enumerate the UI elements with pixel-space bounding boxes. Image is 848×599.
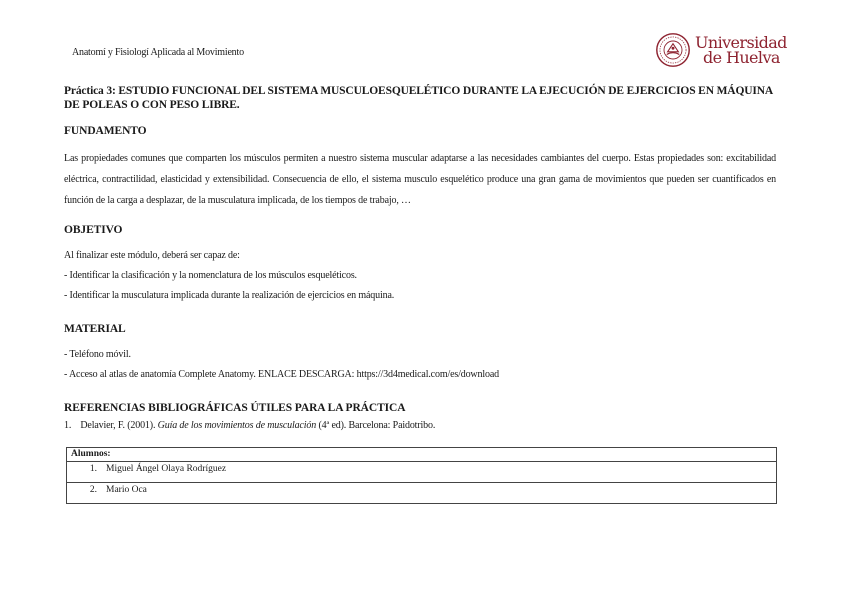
student-number: 2. bbox=[89, 485, 97, 495]
logo-line-1: Universidad bbox=[695, 33, 787, 52]
university-seal-icon bbox=[655, 32, 691, 68]
practice-title bbox=[64, 84, 776, 112]
students-table-header bbox=[67, 448, 777, 462]
logo-line-2: de Huelva bbox=[703, 48, 780, 67]
fundamento-paragraph: Las propiedades comunes que comparten los músculos permiten a nuestro sistema muscular adaptarse a las necesidades cambiantes del cuerpo. Estas propiedades son: excitabilidad eléctrica, contractilidad, elasticidad y extensibilidad. Consecuencia de ello, el sistema musculo esquelético produce una gran gama de movimientos que pueden ser cuantificados en función de la carga a desplazar, de la musculatura implicada, de los tiempos de trabajo, … bbox=[64, 153, 776, 206]
reference-item bbox=[64, 420, 435, 431]
reference-author: Delavier, F. (2001). bbox=[80, 420, 156, 431]
objetivo-list bbox=[64, 246, 394, 306]
university-logo bbox=[655, 30, 787, 70]
objetivo-line: - Identificar la clasificación y la nomenclatura de los músculos esqueléticos. bbox=[64, 270, 357, 281]
material-line: - Teléfono móvil. bbox=[64, 349, 131, 360]
table-row bbox=[67, 462, 777, 483]
section-heading-referencias: REFERENCIAS BIBLIOGRÁFICAS ÚTILES PARA LA PRÁCTICA bbox=[64, 402, 406, 414]
header-subject: Anatomí y Fisiologí Aplicada al Movimiento bbox=[72, 47, 244, 58]
students-table bbox=[66, 447, 777, 504]
section-heading-fundamento: FUNDAMENTO bbox=[64, 125, 147, 137]
university-logo-wordmark bbox=[695, 35, 787, 65]
objetivo-line: - Identificar la musculatura implicada durante la realización de ejercicios en máquina. bbox=[64, 290, 395, 301]
student-entry bbox=[67, 483, 776, 495]
student-name: Miguel Ángel Olaya Rodríguez bbox=[106, 464, 227, 474]
students-label: Alumnos: bbox=[67, 448, 777, 462]
student-name: Mario Oca bbox=[106, 485, 147, 495]
material-list bbox=[64, 345, 499, 385]
section-heading-material: MATERIAL bbox=[64, 323, 126, 335]
material-line: - Acceso al atlas de anatomía Complete Anatomy. ENLACE DESCARGA: https://3d4medical.com/es/download bbox=[64, 369, 499, 380]
reference-number: 1. bbox=[64, 420, 72, 431]
student-cell bbox=[67, 483, 777, 504]
practice-number: Práctica 3: bbox=[64, 85, 116, 97]
section-heading-objetivo: OBJETIVO bbox=[64, 224, 123, 236]
practice-title-text: ESTUDIO FUNCIONAL DEL SISTEMA MUSCULOESQUELÉTICO DURANTE LA EJECUCIÓN DE EJERCICIOS EN MÁQUINA DE POLEAS O CON PESO LIBRE. bbox=[64, 85, 773, 111]
reference-title: Guía de los movimientos de musculación bbox=[157, 420, 317, 431]
student-cell bbox=[67, 462, 777, 483]
table-row bbox=[67, 483, 777, 504]
document-content bbox=[64, 84, 776, 431]
student-entry bbox=[67, 462, 776, 474]
reference-edition: (4ª ed). Barcelona: Paidotribo. bbox=[318, 420, 436, 431]
student-number: 1. bbox=[89, 464, 97, 474]
objetivo-line: Al finalizar este módulo, deberá ser capaz de: bbox=[64, 250, 240, 261]
